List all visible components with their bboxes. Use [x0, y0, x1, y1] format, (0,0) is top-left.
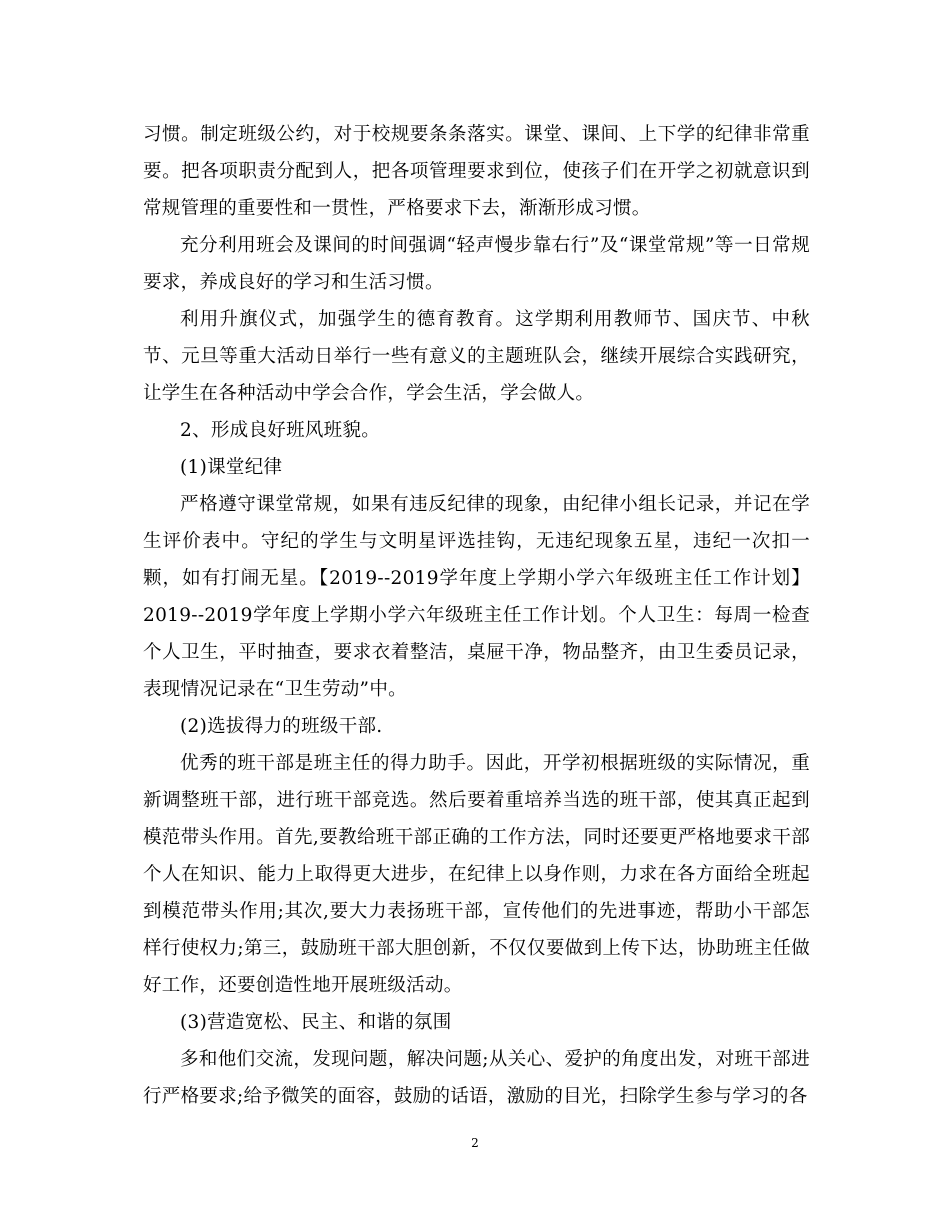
- paragraph-habits: 习惯。制定班级公约，对于校规要条条落实。课堂、课间、上下学的纪律非常重要。把各项职责分配到人，把各项管理要求到位，使孩子们在开学之初就意识到常规管理的重要性和一贯性，严格要求下去，渐渐形成习惯。: [143, 124, 810, 219]
- paragraph-class-meeting: 充分利用班会及课间的时间强调“轻声慢步靠右行”及“课堂常规”等一日常规要求，养成良好的学习和生活习惯。: [143, 235, 810, 293]
- subheading-class-leaders: (2)选拔得力的班级干部.: [180, 716, 383, 737]
- paragraph-atmosphere: 多和他们交流，发现问题，解决问题;从关心、爱护的角度出发，对班干部进行严格要求;给予微笑的面容，鼓励的话语，激励的目光，扫除学生参与学习的各: [143, 1049, 810, 1107]
- paragraph-flag-ceremony: 利用升旗仪式，加强学生的德育教育。这学期利用教师节、国庆节、中秋节、元旦等重大活动日举行一些有意义的主题班队会，继续开展综合实践研究，让学生在各种活动中学会合作，学会生活，学会做人。: [143, 309, 810, 404]
- paragraph-class-leaders: 优秀的班干部是班主任的得力助手。因此，开学初根据班级的实际情况，重新调整班干部，进行班干部竞选。然后要着重培养当选的班干部，使其真正起到模范带头作用。首先,要教给班干部正确的工作方法，同时还要更严格地要求干部个人在知识、能力上取得更大进步，在纪律上以身作则，力求在各方面给全班起到模范带头作用;其次,要大力表扬班干部，宣传他们的先进事迹，帮助小干部怎样行使权力;第三，鼓励班干部大胆创新，不仅仅要做到上传下达，协助班主任做好工作，还要创造性地开展班级活动。: [143, 753, 810, 996]
- paragraph-discipline-rules: 严格遵守课堂常规，如果有违反纪律的现象，由纪律小组长记录，并记在学生评价表中。守纪的学生与文明星评选挂钩，无违纪现象五星，违纪一次扣一颗，如有打闹无星。【2019--2019学年度上学期小学六年级班主任工作计划】2019--2019学年度上学期小学六年级班主任工作计划。个人卫生：每周一检查个人卫生，平时抽查，要求衣着整洁，桌屉干净，物品整齐，由卫生委员记录，表现情况记录在“卫生劳动”中。: [143, 494, 810, 700]
- document-body: [143, 116, 810, 1115]
- subheading-classroom-discipline: (1)课堂纪律: [180, 457, 283, 478]
- section-heading-class-style: 2、形成良好班风班貌。: [180, 420, 381, 441]
- subheading-atmosphere: (3)营造宽松、民主、和谐的氛围: [180, 1012, 452, 1033]
- page-number: 2: [471, 1136, 479, 1150]
